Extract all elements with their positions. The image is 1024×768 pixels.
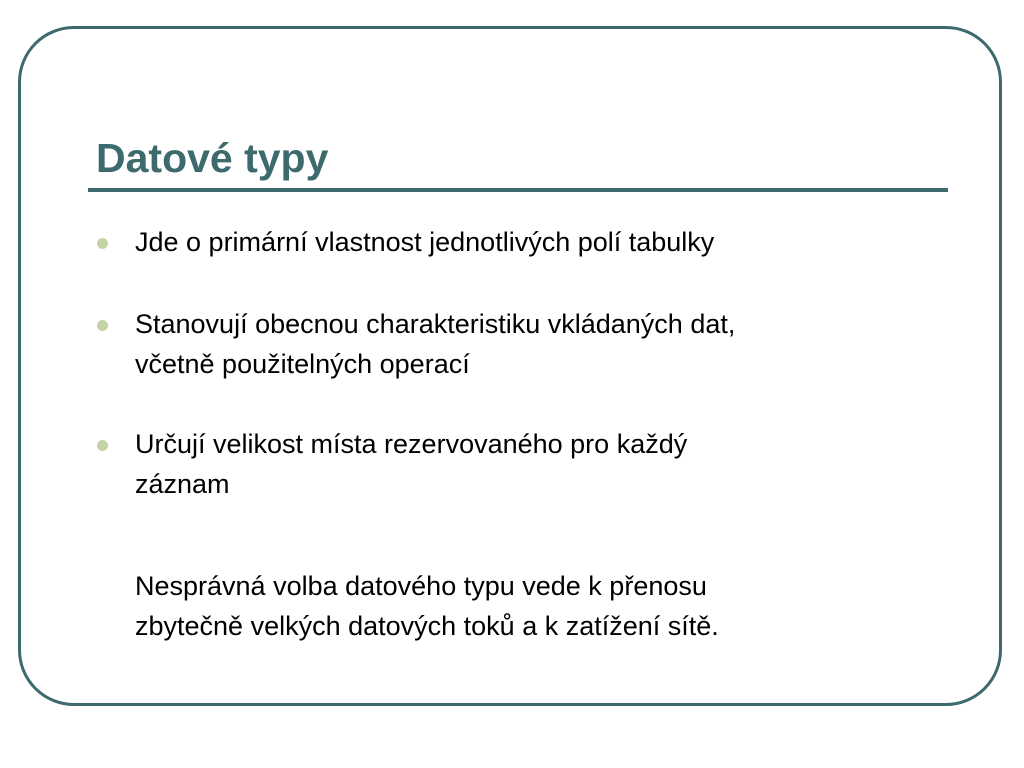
bullet-item (135, 304, 915, 384)
bullet-text-line: záznam (135, 469, 230, 499)
note-paragraph (135, 566, 915, 646)
bullet-dot-icon (97, 238, 108, 249)
bullet-text-line: včetně použitelných operací (135, 349, 470, 379)
note-text-line: Nesprávná volba datového typu vede k přenosu (135, 571, 707, 601)
bullet-item (135, 424, 915, 504)
slide-title: Datové typy (96, 135, 329, 181)
note-text-line: zbytečně velkých datových toků a k zatížení sítě. (135, 611, 719, 641)
bullet-dot-icon (97, 440, 108, 451)
bullet-text-line: Určují velikost místa rezervovaného pro každý (135, 429, 688, 459)
bullet-dot-icon (97, 320, 108, 331)
bullet-text-line: Jde o primární vlastnost jednotlivých polí tabulky (135, 227, 715, 257)
bullet-text-line: Stanovují obecnou charakteristiku vkládaných dat, (135, 309, 736, 339)
bullet-item (135, 222, 915, 262)
title-underline (88, 188, 948, 192)
